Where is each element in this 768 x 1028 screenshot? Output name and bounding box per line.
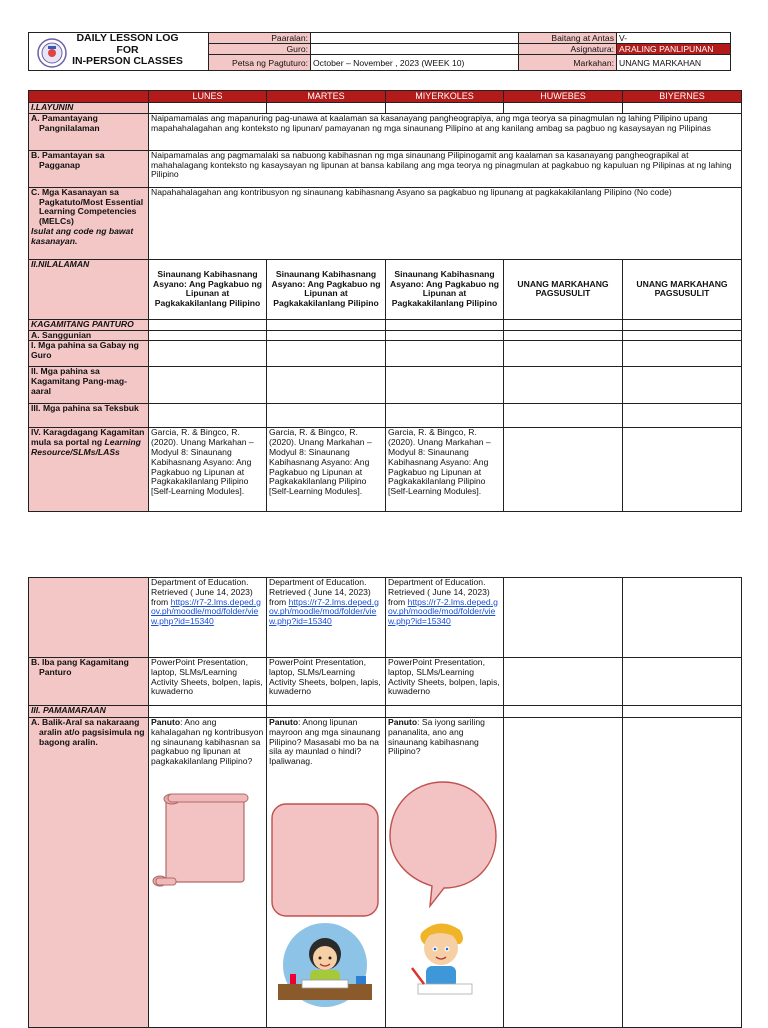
sanggunian-label: A. Sanggunian — [29, 330, 149, 341]
ref-link-2[interactable]: https://r7-2.lms.deped.gov.ph/moodle/mod/folder/view.php?id=15340 — [269, 596, 379, 627]
kagamitan-label: KAGAMITANG PANTURO — [29, 319, 149, 330]
layunin-label: I.LAYUNIN — [29, 103, 149, 114]
ref-link-1[interactable]: https://r7-2.lms.deped.gov.ph/moodle/mod/folder/view.php?id=15340 — [151, 596, 261, 627]
melc-label-cell — [29, 187, 149, 259]
panuto-text-2: : Anong lipunan mayroon ang mga sinaunang Pilipino? Masasabi mo ba na sila ay maunlad o hindi? Ipaliwanag. — [269, 717, 381, 767]
lesson-table-page-1 — [28, 90, 742, 512]
teksbuk-label: III. Mga pahina sa Teksbuk — [29, 404, 149, 428]
melc-note: Isulat ang code ng bawat kasanayan. — [31, 225, 134, 246]
nilalaman-miyerkoles: Sinaunang Kabihasnang Asyano: Ang Pagkabuo ng Lipunan at Pagkakakilanlang Pilipino — [386, 259, 504, 319]
title-cell — [29, 33, 209, 71]
iba-martes: PowerPoint Presentation, laptop, SLMs/Learning Activity Sheets, bolpen, lapis, kuwaderno — [267, 658, 386, 706]
melc-text: Napahahalagahan ang kontribusyon ng sinaunang kabihasnang Asyano sa pagkabuo ng lipunang at pagkakakilanlang Pilipino (No code) — [149, 187, 742, 259]
ref-cont-martes — [267, 578, 386, 658]
markahan-value[interactable]: UNANG MARKAHAN — [617, 55, 731, 71]
day-biyernes: BIYERNES — [623, 91, 742, 103]
karagdagang-label-italic: Learning Resource/SLMs/LASs — [31, 437, 141, 457]
header-table — [28, 32, 731, 71]
asignatura-label: Asignatura: — [519, 44, 617, 55]
ref-cont-text-1: Department of Education. Retrieved ( June 14, 2023) from — [151, 577, 253, 607]
ref-cont-text-2: Department of Education. Retrieved ( June 14, 2023) from — [269, 577, 371, 607]
reference-miyerkoles: Garcia, R. & Bingco, R. (2020). Unang Markahan – Modyul 8: Sinaunang Kabihasnang Asyano: Ang Pagkabuo ng Lipunan at Pagkakakilanlang Pilipino [Self-Learning Modules]. — [386, 428, 504, 512]
speech-box-illustration — [268, 802, 382, 920]
guro-label: Guro: — [209, 44, 311, 55]
ref-cont-label — [29, 578, 149, 658]
petsa-value[interactable]: October – November , 2023 (WEEK 10) — [311, 55, 519, 71]
asignatura-value[interactable]: ARALING PANLIPUNAN — [617, 44, 731, 55]
karagdagang-label-cell — [29, 428, 149, 512]
ref-cont-miyerkoles — [386, 578, 504, 658]
markahan-label: Markahan: — [519, 55, 617, 71]
title-line-1: DAILY LESSON LOG — [76, 32, 179, 44]
title-line-3: IN-PERSON CLASSES — [72, 55, 183, 67]
day-miyerkoles: MIYERKOLES — [386, 91, 504, 103]
speech-bubble-illustration — [386, 778, 500, 910]
pagsusulit-biyernes: UNANG MARKAHANG PAGSUSULIT — [623, 259, 742, 319]
balik-aral-label: A. Balik-Aral sa nakaraang aralin at/o pagsisimula ng bagong aralin. — [29, 718, 149, 1028]
girl-reading-illustration — [272, 922, 378, 1008]
pamantayan-pagganap-label: B. Pamantayan sa Pagganap — [29, 150, 149, 187]
panuto-label-2: Panuto — [269, 717, 299, 727]
nilalaman-label: II.NILALAMAN — [29, 259, 149, 319]
melc-label: C. Mga Kasanayan sa Pagkatuto/Most Essential Learning Competencies (MELCs) — [31, 187, 144, 227]
day-martes: MARTES — [267, 91, 386, 103]
nilalaman-martes: Sinaunang Kabihasnang Asyano: Ang Pagkabuo ng Lipunan at Pagkakakilanlang Pilipino — [267, 259, 386, 319]
ref-link-3[interactable]: https://r7-2.lms.deped.gov.ph/moodle/mod/folder/view.php?id=15340 — [388, 596, 498, 627]
lesson-table-page-2 — [28, 577, 742, 1028]
paaralan-label: Paaralan: — [209, 33, 311, 44]
day-huwebes: HUWEBES — [504, 91, 623, 103]
paaralan-value[interactable] — [311, 33, 519, 44]
baitang-label: Baitang at Antas — [519, 33, 617, 44]
boy-writing-illustration — [400, 914, 482, 1004]
iba-label: B. Iba pang Kagamitang Panturo — [29, 658, 149, 706]
pamantayan-pagganap-text: Naipamamalas ang pagmamalaki sa nabuong kabihasnan ng mga sinaunang Pilipinogamit ang kaalaman sa kasanayang pangheograpikal at mahahalagang konteksto ng kasaysayan ng lipunan at bansa kabilang ang mga teorya ng pinagmulan at pagkabuo ng kapuluan ng Pilipinas at ng lahing Pilipino — [149, 150, 742, 187]
panuto-label-3: Panuto — [388, 717, 418, 727]
pamamaraan-label: III. PAMAMARAAN — [29, 706, 149, 718]
pagsusulit-huwebes: UNANG MARKAHANG PAGSUSULIT — [504, 259, 623, 319]
pangmag-label: II. Mga pahina sa Kagamitang Pang-mag-aaral — [29, 367, 149, 404]
karagdagang-label: IV. Karagdagang Kagamitan mula sa portal ng — [31, 427, 145, 448]
scroll-illustration — [152, 792, 262, 892]
iba-miyerkoles: PowerPoint Presentation, laptop, SLMs/Learning Activity Sheets, bolpen, lapis, kuwaderno — [386, 658, 504, 706]
reference-martes: Garcia, R. & Bingco, R. (2020). Unang Markahan – Modyul 8: Sinaunang Kabihasnang Asyano: Ang Pagkabuo ng Lipunan at Pagkakakilanlang Pilipino [Self-Learning Modules]. — [267, 428, 386, 512]
pamantayang-pangnilalaman-label: A. Pamantayang Pangnilalaman — [29, 113, 149, 150]
petsa-label: Petsa ng Pagtuturo: — [209, 55, 311, 71]
panuto-text-3: : Sa iyong sariling pananalita, ano ang sinaunang kabihasnang Pilipino? — [388, 717, 485, 757]
guro-value[interactable] — [311, 44, 519, 55]
panuto-label-1: Panuto — [151, 717, 181, 727]
reference-lunes: Garcia, R. & Bingco, R. (2020). Unang Markahan – Modyul 8: Sinaunang Kabihasnang Asyano: Ang Pagkabuo ng Lipunan at Pagkakakilanlang Pilipino [Self-Learning Modules]. — [149, 428, 267, 512]
corner-cell — [29, 91, 149, 103]
panuto-text-1: : Ano ang kahalagahan ng kontribusyon ng sinaunang kabihasnan sa pagkabuo ng lipunan at pagkakakilanlang Pilipino? — [151, 717, 264, 767]
title-line-2: FOR — [116, 43, 139, 56]
ref-cont-text-3: Department of Education. Retrieved ( June 14, 2023) from — [388, 577, 490, 607]
nilalaman-lunes: Sinaunang Kabihasnang Asyano: Ang Pagkabuo ng Lipunan at Pagkakakilanlang Pilipino — [149, 259, 267, 319]
gabay-label: I. Mga pahina sa Gabay ng Guro — [29, 341, 149, 367]
baitang-value[interactable]: V- — [617, 33, 731, 44]
iba-lunes: PowerPoint Presentation, laptop, SLMs/Learning Activity Sheets, bolpen, lapis, kuwaderno — [149, 658, 267, 706]
ref-cont-lunes — [149, 578, 267, 658]
pamantayang-pangnilalaman-text: Naipamamalas ang mapanuring pag-unawa at kaalaman sa kasanayang pangheograpiya, ang mga teorya sa pinagmulan ng lahing Pilipino upang mapahahalagahan ang konteksto ng lipunan/ pamayanan ng mga sinaunang Pilipino at ang kanilang ambag sa pagbuo ng kasaysayan ng Pilipinas — [149, 113, 742, 150]
day-lunes: LUNES — [149, 91, 267, 103]
